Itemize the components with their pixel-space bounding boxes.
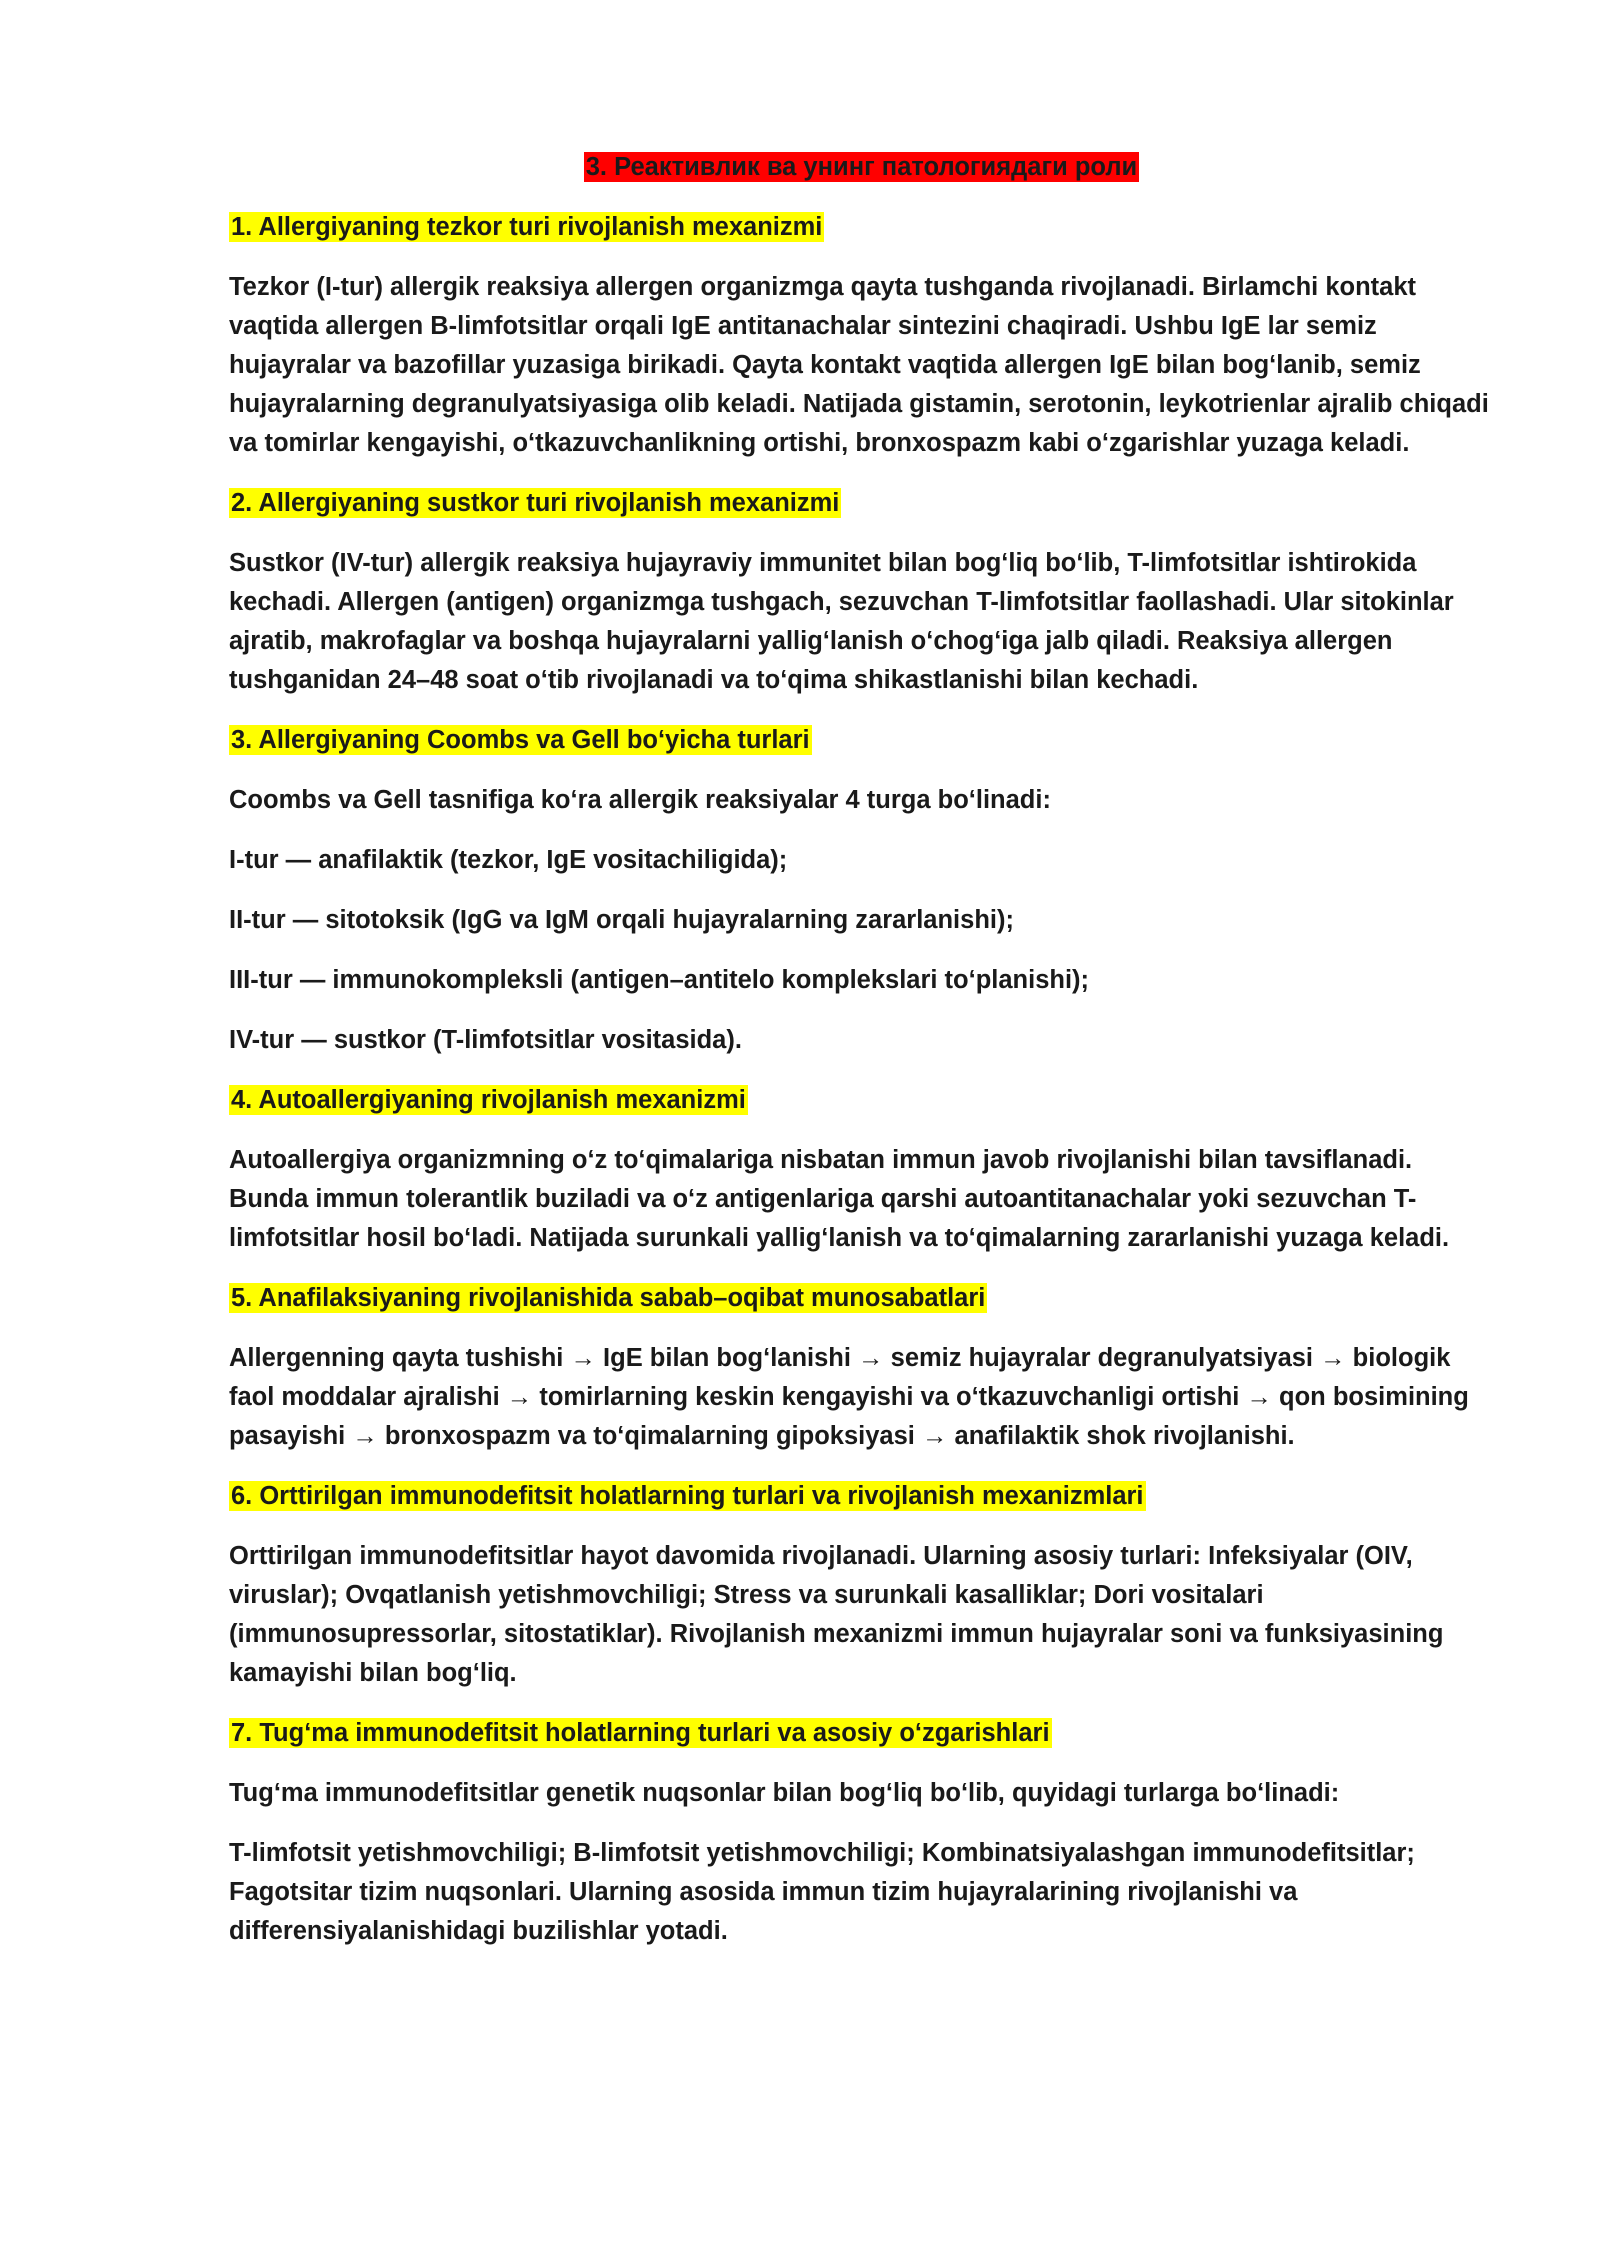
section-1 — [229, 208, 1494, 463]
section-heading: 2. Allergiyaning sustkor turi rivojlanish mexanizmi — [231, 489, 840, 517]
section-heading: 5. Anafilaksiyaning rivojlanishida sabab–oqibat munosabatlari — [231, 1284, 986, 1312]
classification-item-2: II-tur — sitotoksik (IgG va IgM orqali hujayralarning zararlanishi); — [229, 906, 1014, 934]
document-title: 3. Реактивлик ва унинг патологиядаги роли — [585, 153, 1138, 181]
section-paragraph: Allergenning qayta tushishi → IgE bilan bog‘lanishi → semiz hujayralar degranulyatsiyasi → biologik faol moddalar ajralishi → tomirlarning keskin kengayishi va o‘tkazuvchanligi ortishi → qon bosimining pasayishi → bronxospazm va to‘qimalarning gipoksiyasi → anafilaktik shok rivojlanishi. — [229, 1344, 1469, 1450]
section-paragraph: T-limfotsit yetishmovchiligi; B-limfotsit yetishmovchiligi; Kombinatsiyalashgan immunodefitsitlar; Fagotsitar tizim nuqsonlari. Ularning asosida immun tizim hujayralarining rivojlanishi va differensiyalanishidagi buzilishlar yotadi. — [229, 1839, 1415, 1945]
section-paragraph: Orttirilgan immunodefitsitlar hayot davomida rivojlanadi. Ularning asosiy turlari: Infeksiyalar (OIV, viruslar); Ovqatlanish yetishmovchiligi; Stress va surunkali kasalliklar; Dori vositalari (immunosupressorlar, sitostatiklar). Rivojlanish mexanizmi immun hujayralar soni va funksiyasining kamayishi bilan bog‘liq. — [229, 1542, 1444, 1687]
title-block — [229, 148, 1494, 187]
section-heading: 7. Tug‘ma immunodefitsit holatlarning turlari va asosiy o‘zgarishlari — [231, 1719, 1050, 1747]
section-4 — [229, 1081, 1494, 1258]
section-heading: 1. Allergiyaning tezkor turi rivojlanish mexanizmi — [231, 213, 823, 241]
document-page — [229, 148, 1494, 1972]
section-heading: 3. Allergiyaning Coombs va Gell bo‘yicha turlari — [231, 726, 810, 754]
classification-item-1: I-tur — anafilaktik (tezkor, IgE vositachiligida); — [229, 846, 788, 874]
section-7 — [229, 1714, 1494, 1951]
section-heading: 6. Orttirilgan immunodefitsit holatlarning turlari va rivojlanish mexanizmlari — [231, 1482, 1144, 1510]
section-3 — [229, 721, 1494, 1060]
classification-item-3: III-tur — immunokompleksli (antigen–antitelo komplekslari to‘planishi); — [229, 966, 1090, 994]
section-paragraph: Tug‘ma immunodefitsitlar genetik nuqsonlar bilan bog‘liq bo‘lib, quyidagi turlarga bo‘linadi: — [229, 1779, 1340, 1807]
section-paragraph: Sustkor (IV-tur) allergik reaksiya hujayraviy immunitet bilan bog‘liq bo‘lib, T-limfotsitlar ishtirokida kechadi. Allergen (antigen) organizmga tushgach, sezuvchan T-limfotsitlar faollashadi. Ular sitokinlar ajratib, makrofaglar va boshqa hujayralarni yallig‘lanish o‘chog‘iga jalb qiladi. Reaksiya allergen tushganidan 24–48 soat o‘tib rivojlanadi va to‘qima shikastlanishi bilan kechadi. — [229, 549, 1454, 694]
section-5 — [229, 1279, 1494, 1456]
section-2 — [229, 484, 1494, 700]
section-heading: 4. Autoallergiyaning rivojlanish mexanizmi — [231, 1086, 746, 1114]
section-paragraph: Tezkor (I-tur) allergik reaksiya allergen organizmga qayta tushganda rivojlanadi. Birlamchi kontakt vaqtida allergen B-limfotsitlar orqali IgE antitanachalar sintezini chaqiradi. Ushbu IgE lar semiz hujayralar va bazofillar yuzasiga birikadi. Qayta kontakt vaqtida allergen IgE bilan bog‘lanib, semiz hujayralarning degranulyatsiyasiga olib keladi. Natijada gistamin, serotonin, leykotrienlar ajralib chiqadi va tomirlar kengayishi, o‘tkazuvchanlikning ortishi, bronxospazm kabi o‘zgarishlar yuzaga keladi. — [229, 273, 1489, 457]
section-paragraph: Coombs va Gell tasnifiga ko‘ra allergik reaksiyalar 4 turga bo‘linadi: — [229, 786, 1051, 814]
classification-item-4: IV-tur — sustkor (T-limfotsitlar vositasida). — [229, 1026, 742, 1054]
section-paragraph: Autoallergiya organizmning o‘z to‘qimalariga nisbatan immun javob rivojlanishi bilan tavsiflanadi. Bunda immun tolerantlik buziladi va o‘z antigenlariga qarshi autoantitanachalar yoki sezuvchan T-limfotsitlar hosil bo‘ladi. Natijada surunkali yallig‘lanish va to‘qimalarning zararlanishi yuzaga keladi. — [229, 1146, 1450, 1252]
section-6 — [229, 1477, 1494, 1693]
